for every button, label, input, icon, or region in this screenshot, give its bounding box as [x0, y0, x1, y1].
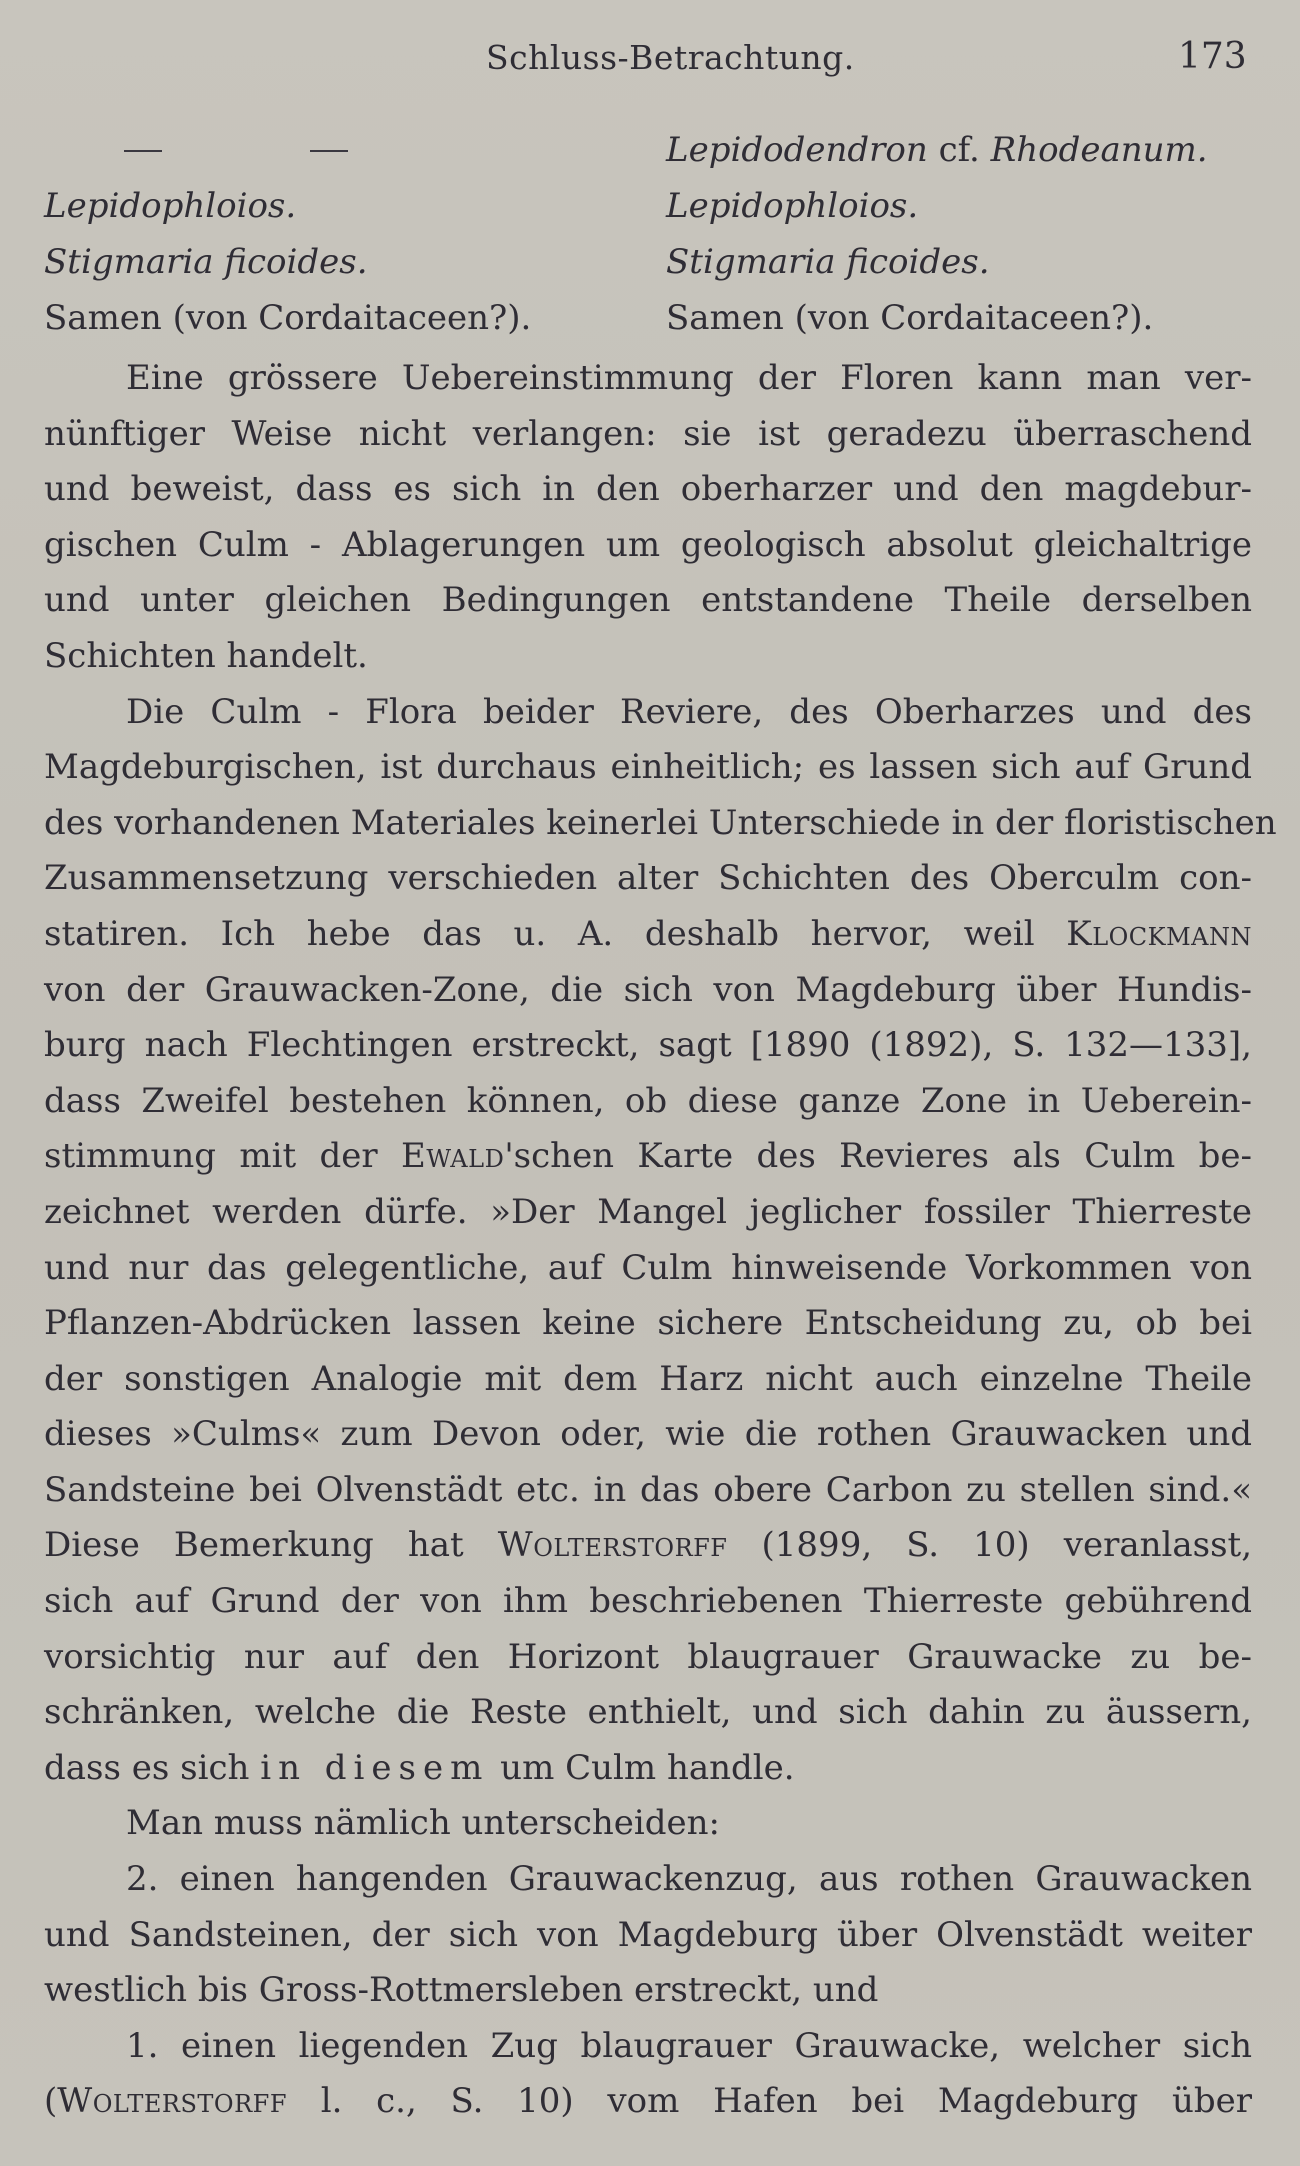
- text-run: Diese Bemerkung hat: [44, 1525, 464, 1566]
- text-line: Man muss nämlich unterscheiden:: [126, 1803, 720, 1844]
- right-entry: Lepidophloios.: [666, 186, 919, 226]
- text-run: (: [44, 2081, 58, 2122]
- text-run: l. c., S. 10) vom Hafen bei Magdeburg über: [320, 2081, 1253, 2122]
- ditto-marks: [44, 122, 644, 178]
- ditto-dash: [310, 150, 348, 152]
- left-column: [44, 122, 644, 346]
- text-line: Pflanzen-Abdrücken lassen keine sichere Entscheidung zu, ob bei: [44, 1303, 1252, 1344]
- text-line: [44, 1518, 1252, 1574]
- text-line: vorsichtig nur auf den Horizont blaugrauer Grauwacke zu be-: [44, 1636, 1252, 1677]
- right-entry: [666, 122, 1296, 178]
- left-entry: Lepidophloios.: [44, 186, 297, 226]
- text-run: stimmung mit der: [44, 1136, 378, 1177]
- text-line: nünftiger Weise nicht verlangen: sie ist geradezu überraschend: [44, 413, 1252, 454]
- text-line: und Sandsteinen, der sich von Magdeburg über Olvenstädt weiter: [44, 1914, 1252, 1955]
- text-line: von der Grauwacken-Zone, die sich von Magdeburg über Hundis-: [44, 969, 1252, 1010]
- author-wolterstorff: Wolterstorff: [57, 2081, 287, 2122]
- running-title: Schluss-Betrachtung.: [486, 38, 855, 77]
- left-entry: Stigmaria ficoides.: [44, 242, 368, 282]
- text-line: [44, 2074, 1252, 2130]
- text-run: (1899, S. 10) veranlasst,: [761, 1525, 1253, 1566]
- genus-name: Lepidodendron: [666, 130, 928, 170]
- text-run: dass es sich: [44, 1747, 250, 1788]
- text-run: 'schen Karte des Revieres als Culm be-: [504, 1136, 1252, 1177]
- author-wolterstorff: Wolterstorff: [497, 1525, 728, 1566]
- flora-comparison-table: [0, 122, 1300, 342]
- page-header: [0, 38, 1300, 88]
- text-line: burg nach Flechtingen erstreckt, sagt [1890 (1892), S. 132—133],: [44, 1025, 1252, 1066]
- text-line: und nur das gelegentliche, auf Culm hinweisende Vorkommen von: [44, 1247, 1252, 1288]
- text-run: statiren. Ich hebe das u. A. deshalb hervor, weil: [44, 913, 1035, 954]
- text-line: gischen Culm - Ablagerungen um geologisch absolut gleichaltrige: [44, 524, 1252, 565]
- text-line: Die Culm - Flora beider Reviere, des Oberharzes und des: [126, 691, 1252, 732]
- text-line: und beweist, dass es sich in den oberharzer und den magdebur-: [44, 469, 1252, 510]
- cf-abbrev: cf.: [938, 130, 980, 170]
- right-column: [666, 122, 1296, 346]
- text-line: des vorhandenen Materiales keinerlei Unterschiede in der floristischen: [44, 802, 1277, 843]
- text-line: Zusammensetzung verschieden alter Schichten des Oberculm con-: [44, 858, 1252, 899]
- text-line: [44, 1129, 1252, 1185]
- text-line: Schichten handelt.: [44, 635, 368, 676]
- right-entry: Stigmaria ficoides.: [666, 242, 990, 282]
- ditto-dash: [124, 150, 162, 152]
- text-line: 2. einen hangenden Grauwackenzug, aus rothen Grauwacken: [126, 1859, 1252, 1900]
- text-line: Magdeburgischen, ist durchaus einheitlich; es lassen sich auf Grund: [44, 747, 1252, 788]
- text-line: [44, 1741, 1252, 1797]
- right-entry: Samen (von Cordaitaceen?).: [666, 298, 1154, 338]
- text-line: sich auf Grund der von ihm beschriebenen Thierreste gebührend: [44, 1581, 1252, 1622]
- text-line: dieses »Culms« zum Devon oder, wie die rothen Grauwacken und: [44, 1414, 1252, 1455]
- text-line: Sandsteine bei Olvenstädt etc. in das obere Carbon zu stellen sind.«: [44, 1469, 1252, 1510]
- text-line: der sonstigen Analogie mit dem Harz nicht auch einzelne Theile: [44, 1358, 1252, 1399]
- author-klockmann: Klockmann: [1066, 913, 1253, 954]
- text-line: Eine grössere Uebereinstimmung der Floren kann man ver-: [126, 358, 1252, 398]
- text-run: um Culm handle.: [500, 1747, 795, 1788]
- author-ewald: Ewald: [401, 1136, 505, 1177]
- text-line: westlich bis Gross-Rottmersleben erstreckt, und: [44, 1970, 879, 2011]
- text-line: zeichnet werden dürfe. »Der Mangel jeglicher fossiler Thierreste: [44, 1191, 1252, 1232]
- text-line: dass Zweifel bestehen können, ob diese ganze Zone in Ueberein-: [44, 1080, 1252, 1121]
- text-line: schränken, welche die Reste enthielt, und sich dahin zu äussern,: [44, 1692, 1252, 1733]
- left-entry: Samen (von Cordaitaceen?).: [44, 298, 532, 338]
- page-number: 173: [1178, 36, 1247, 77]
- species-name: Rhodeanum.: [990, 130, 1208, 170]
- body-text: [44, 351, 1277, 2130]
- text-line: [44, 907, 1252, 963]
- text-line: 1. einen liegenden Zug blaugrauer Grauwacke, welcher sich: [126, 2025, 1252, 2066]
- text-line: und unter gleichen Bedingungen entstandene Theile derselben: [44, 580, 1252, 621]
- emphasized-text: in diesem: [260, 1747, 490, 1788]
